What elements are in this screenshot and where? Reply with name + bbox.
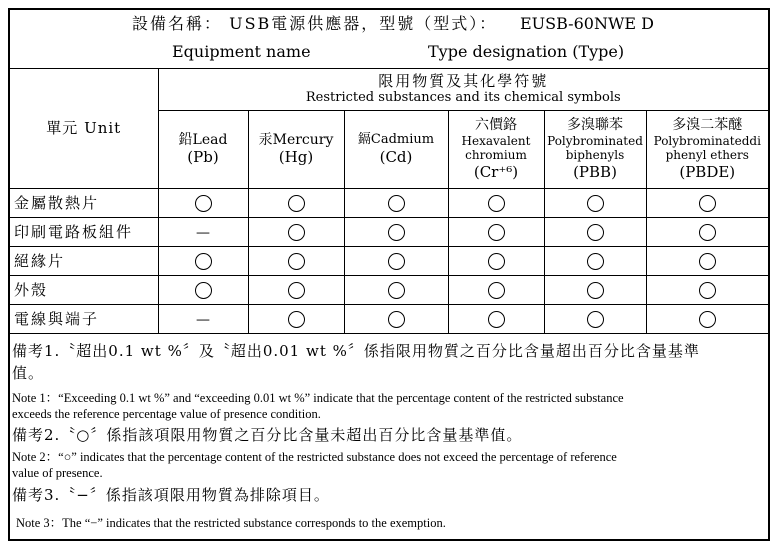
mark-cell [646,217,768,246]
header-line-en [10,40,768,64]
circle-mark-icon [288,224,305,241]
substance-lead [158,110,248,188]
dash-mark: — [196,312,210,328]
mark-cell [158,188,248,217]
mark-cell [646,188,768,217]
note1-en-cont: exceeds the reference percentage value of presence condition. [12,407,321,421]
note3-en: Note 3：The “−” indicates that the restricted substance corresponds to the exemption. [16,516,446,530]
mark-cell [158,246,248,275]
circle-mark-icon [388,253,405,270]
mark-cell [544,275,646,304]
mark-cell [248,304,344,333]
circle-mark-icon [288,282,305,299]
substance-name: 鎘Cadmium [357,132,435,148]
circle-mark-icon [699,253,716,270]
note2-en-cont: value of presence. [12,466,103,480]
mark-cell [448,217,544,246]
circle-mark-icon [488,253,505,270]
dash-mark: — [196,225,210,241]
substance-name-en: biphenyls [565,148,625,163]
mark-cell [344,246,448,275]
unit-label: 外殼 [10,275,158,304]
unit-label: 電線與端子 [10,304,158,333]
note1-zh: 備考1.〝超出0.1 wt %〞及〝超出0.01 wt %〞係指限用物質之百分比含量超出百分比含量基準 [12,342,700,360]
substance-symbol: (Cd) [379,147,413,166]
circle-mark-icon [488,282,505,299]
substance-name-en: chromium [465,148,527,163]
header-section [10,10,768,69]
circle-mark-icon [488,195,505,212]
substance-pbde [646,110,768,188]
substance-mercury [248,110,344,188]
substance-name: 汞Mercury [258,131,334,148]
mark-cell [248,188,344,217]
substance-cadmium [344,110,448,188]
mark-cell [248,275,344,304]
substance-pbb [544,110,646,188]
mark-cell [158,275,248,304]
note2-en: Note 2：“○” indicates that the percentage content of the restricted substance does not exceed the percentage of reference [12,450,617,464]
mark-cell [646,275,768,304]
substance-name-zh: 六價鉻 [475,117,517,134]
mark-cell [248,217,344,246]
circle-mark-icon [195,282,212,299]
model-number: EUSB-60NWE D [520,14,654,33]
substance-name-en: Polybrominated [547,134,643,148]
circle-mark-icon [587,224,604,241]
circle-mark-icon [388,195,405,212]
mark-cell [344,275,448,304]
note1-en: Note 1：“Exceeding 0.1 wt %” and “exceeding 0.01 wt %” indicate that the percentage content of the restricted substance [12,391,624,405]
circle-mark-icon [288,195,305,212]
circle-mark-icon [587,282,604,299]
substance-grid [10,68,768,334]
substance-name-en: Hexavalent [461,134,531,148]
substance-hexavalent-chromium [448,110,544,188]
note1-zh-cont: 值。 [12,364,45,382]
equipment-name-zh: 設備名稱： USB電源供應器，型號（型式）： [132,14,498,33]
substance-name-zh: 多溴聯苯 [567,117,623,134]
substance-symbol: (PBDE) [679,162,736,181]
circle-mark-icon [488,224,505,241]
substance-name-zh: 多溴二苯醚 [672,117,743,134]
unit-label: 印刷電路板組件 [10,217,158,246]
circle-mark-icon [388,311,405,328]
substance-symbol: (PBB) [573,162,617,181]
mark-cell [344,304,448,333]
unit-label: 絕緣片 [10,246,158,275]
equipment-name-en: Equipment name [172,42,311,61]
rohs-declaration-table [8,8,770,541]
mark-cell [646,304,768,333]
circle-mark-icon [699,311,716,328]
mark-cell [344,188,448,217]
circle-mark-icon [587,195,604,212]
note3-zh: 備考3.〝−〞係指該項限用物質為排除項目。 [12,486,330,504]
note2-zh: 備考2.〝○〞係指該項限用物質之百分比含量未超出百分比含量基準值。 [12,426,523,444]
mark-cell [158,217,248,246]
table-row [10,275,768,304]
mark-cell [344,217,448,246]
circle-mark-icon [488,311,505,328]
substance-symbol: (Hg) [278,148,314,167]
restricted-substances-header [158,68,768,110]
mark-cell [646,246,768,275]
table-row [10,188,768,217]
unit-header: 單元 Unit [10,68,158,188]
circle-mark-icon [195,253,212,270]
mark-cell [448,246,544,275]
table-row [10,304,768,333]
unit-label: 金屬散熱片 [10,188,158,217]
circle-mark-icon [587,311,604,328]
header-line-zh [10,13,768,35]
mark-cell [544,188,646,217]
restricted-header-en: Restricted substances and its chemical symbols [305,89,621,105]
mark-cell [544,304,646,333]
circle-mark-icon [288,253,305,270]
mark-cell [448,188,544,217]
mark-cell [158,304,248,333]
circle-mark-icon [699,224,716,241]
table-row [10,217,768,246]
circle-mark-icon [587,253,604,270]
circle-mark-icon [195,195,212,212]
restricted-header-zh: 限用物質及其化學符號 [378,71,549,90]
circle-mark-icon [699,282,716,299]
mark-cell [448,304,544,333]
mark-cell [448,275,544,304]
mark-cell [248,246,344,275]
substance-symbol: (Cr⁺⁶) [473,162,519,181]
substance-symbol: (Pb) [187,148,219,167]
table-row [10,246,768,275]
circle-mark-icon [388,224,405,241]
circle-mark-icon [288,311,305,328]
substance-name-en: phenyl ethers [665,148,749,163]
type-designation-en: Type designation (Type) [428,42,625,61]
substance-name: 鉛Lead [178,131,228,148]
circle-mark-icon [699,195,716,212]
substance-name-en: Polybrominateddi [653,134,761,148]
mark-cell [544,217,646,246]
mark-cell [544,246,646,275]
circle-mark-icon [388,282,405,299]
